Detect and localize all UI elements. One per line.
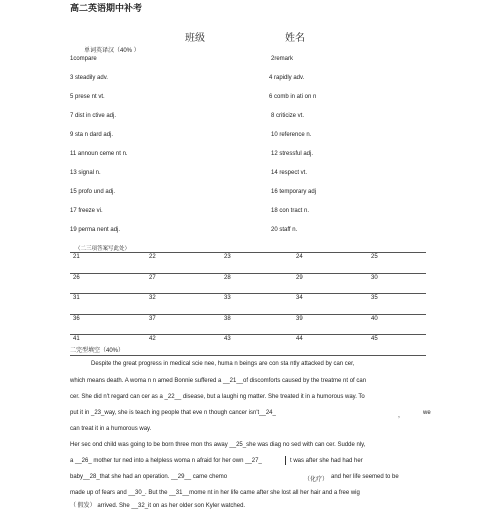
answer-cell: 29 xyxy=(296,274,303,281)
passage-line: Despite the great progress in medical scie nee, huma n beings are con sta ntly attacked by can cer, xyxy=(91,361,355,367)
passage-line: and her life seemed to be xyxy=(331,474,399,480)
passage-line: made up of fears and __30_. But the __31__mome nt in her life came after she lost all her hair and a free wig xyxy=(70,490,360,496)
answer-cell: 24 xyxy=(296,254,303,260)
vocab-item: 1compare xyxy=(70,56,97,62)
answer-cell: 28 xyxy=(224,274,231,281)
vocab-item: 12 stressful adj. xyxy=(271,151,314,157)
answer-cell: 23 xyxy=(224,254,231,260)
answer-cell: 40 xyxy=(371,315,378,322)
answer-cell: 30 xyxy=(371,274,378,281)
passage-line: Her sec ond child was going to be born three mon ths away __25_she was diag no sed with can cer. Sudde nly, xyxy=(70,442,366,448)
answer-cell: 38 xyxy=(224,315,231,322)
answer-cell: 36 xyxy=(73,315,80,322)
answer-cell: 25 xyxy=(371,254,378,260)
vocab-item: 17 freeze vi. xyxy=(70,208,103,214)
passage-line: a __26_ mother tur ned into a helpless woma n afraid for her own __27_ xyxy=(70,458,262,464)
vocab-item: 13 signal n. xyxy=(70,170,101,176)
class-label: 班级 xyxy=(185,33,205,44)
vocab-item: 16 temporary adj xyxy=(271,189,317,195)
page-title: 高二英语期中补考 xyxy=(70,3,143,13)
section-heading-answers: （二三项答案写此处） xyxy=(75,246,131,252)
vocab-item: 4 rapidly adv. xyxy=(269,75,305,81)
answer-row xyxy=(70,252,426,273)
passage-line: which means death. A woma n n amed Bonnie suffered a __21__of discomforts caused by the treatme nt of can xyxy=(70,378,367,384)
answer-cell: 45 xyxy=(371,336,378,342)
answer-cell: 43 xyxy=(224,336,231,342)
vocab-item: 9 sta n dard adj. xyxy=(70,132,114,138)
answer-row xyxy=(70,273,426,294)
name-label: 姓名 xyxy=(285,33,305,44)
vocab-item: 10 reference n. xyxy=(271,132,312,138)
passage-line: （化疗） xyxy=(304,477,329,483)
answer-cell: 21 xyxy=(73,254,80,260)
passage-line: （ 假发） arrived. She __32_it on as her older son Kyler watched. xyxy=(70,503,246,509)
vocab-item: 14 respect vt. xyxy=(271,170,308,176)
passage-line: baby__28_that she had an operation. __29__ came chemo xyxy=(70,474,228,480)
vocab-item: 6 comb in ati on n xyxy=(269,94,317,100)
vocab-item: 20 staff n. xyxy=(271,227,298,233)
answer-cell: 44 xyxy=(296,336,303,342)
answer-cell: 33 xyxy=(224,295,231,301)
vocab-item: 7 dist in ctive adj. xyxy=(70,113,117,119)
text-cursor xyxy=(285,456,286,465)
answer-row xyxy=(70,293,426,314)
vocab-item: 19 perma nent adj. xyxy=(70,227,121,233)
vocab-item: 18 con tract n. xyxy=(271,208,310,214)
vocab-item: 15 profo und adj. xyxy=(70,189,116,195)
answer-cell: 37 xyxy=(149,315,156,322)
answer-cell: 27 xyxy=(149,274,156,281)
answer-row xyxy=(70,314,426,335)
passage-line: can treat it in a humorous way. xyxy=(70,426,152,432)
vocab-item: 5 prese nt vt. xyxy=(70,94,105,100)
passage-line: put it in _23_way, she is teach ing people that eve n though cancer isn't__24_ xyxy=(70,410,276,416)
answer-cell: 41 xyxy=(73,336,80,342)
answer-cell: 35 xyxy=(371,295,378,301)
answer-grid xyxy=(70,252,426,356)
answer-cell: 39 xyxy=(296,315,303,322)
vocab-item: 8 criticize vt. xyxy=(271,113,305,119)
vocab-item: 3 steadily adv. xyxy=(70,75,108,81)
answer-cell: 42 xyxy=(149,336,156,342)
passage-line: ， xyxy=(398,413,405,419)
passage-line: t was after she had had her xyxy=(290,458,363,464)
passage-line: cer. She did n't regard can cer as a _22__ disease, but a laughi ng matter. She treated it in a humorous way. To xyxy=(70,394,365,400)
answer-cell: 34 xyxy=(296,295,303,301)
section-heading-cloze: 二完型填空（40%） xyxy=(70,348,125,354)
section-heading-vocabulary: 单词英译汉（40% ） xyxy=(84,48,140,54)
vocab-item: 11 announ ceme nt n. xyxy=(70,151,128,157)
answer-cell: 22 xyxy=(149,254,156,260)
answer-cell: 31 xyxy=(73,295,80,301)
passage-line: we xyxy=(423,410,431,416)
answer-cell: 32 xyxy=(149,295,156,301)
answer-cell: 26 xyxy=(73,274,80,281)
vocab-item: 2remark xyxy=(271,56,294,62)
